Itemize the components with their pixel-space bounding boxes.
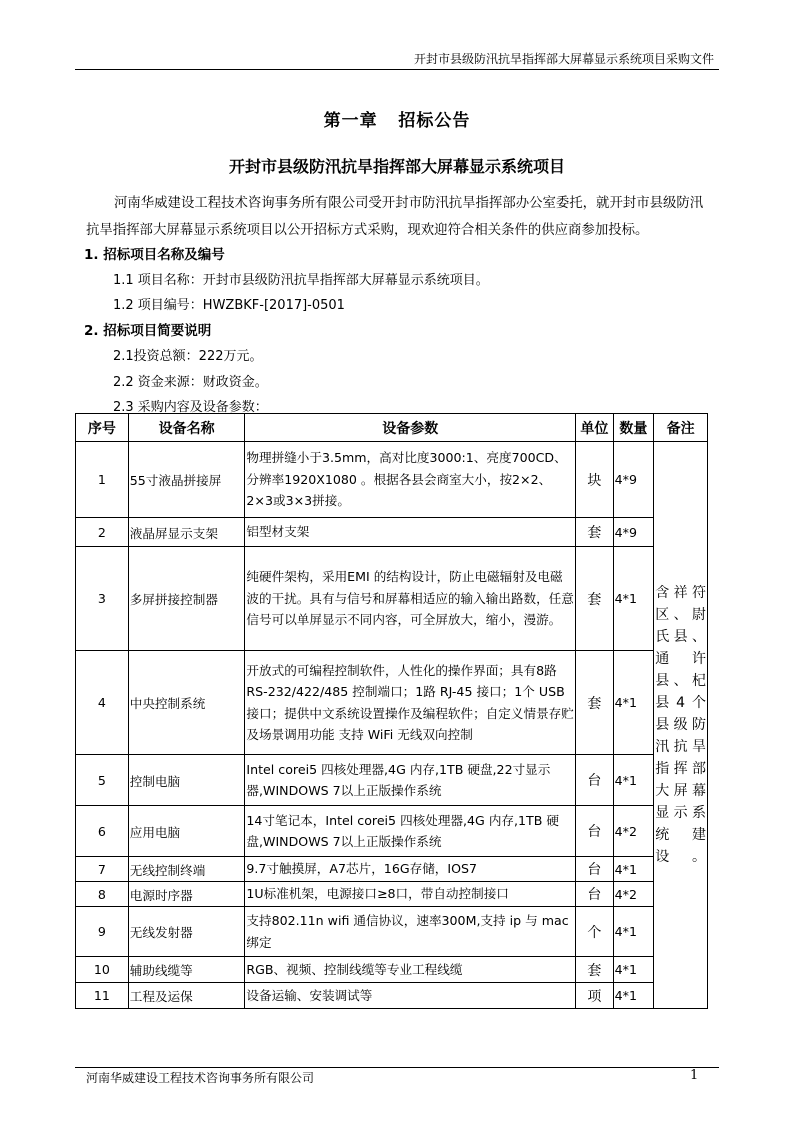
- cell-params: 9.7寸触摸屏，A7芯片，16G存储，IOS7: [245, 857, 576, 882]
- cell-name: 55寸液晶拼接屏: [128, 442, 245, 518]
- cell-no: 8: [76, 882, 129, 907]
- cell-params: 设备运输、安装调试等: [245, 983, 576, 1009]
- cell-qty: 4*1: [613, 857, 654, 882]
- cell-no: 6: [76, 806, 129, 857]
- cell-qty: 4*2: [613, 882, 654, 907]
- section-2-item-1: 2.1投资总额：222万元。: [113, 349, 263, 364]
- cell-params: 支持802.11n wifi 通信协议，速率300M,支持 ip 与 mac绑定: [245, 907, 576, 957]
- header-no: 序号: [76, 414, 129, 442]
- section-2-item-2: 2.2 资金来源：财政资金。: [113, 375, 268, 390]
- cell-qty: 4*9: [613, 518, 654, 547]
- cell-unit: 台: [576, 857, 614, 882]
- cell-name: 液晶屏显示支架: [128, 518, 245, 547]
- cell-name: 应用电脑: [128, 806, 245, 857]
- cell-qty: 4*1: [613, 957, 654, 983]
- table-row: [76, 651, 708, 755]
- cell-params: 1U标准机架，电源接口≥8口，带自动控制接口: [245, 882, 576, 907]
- cell-no: 1: [76, 442, 129, 518]
- cell-qty: 4*1: [613, 547, 654, 651]
- cell-no: 10: [76, 957, 129, 983]
- cell-params: Intel corei5 四核处理器,4G 内存,1TB 硬盘,22寸显示器,WINDOWS 7以上正版操作系统: [245, 755, 576, 806]
- table-header-row: [76, 414, 708, 442]
- table-row: [76, 518, 708, 547]
- cell-params: 14寸笔记本，Intel corei5 四核处理器,4G 内存,1TB 硬盘,WINDOWS 7以上正版操作系统: [245, 806, 576, 857]
- cell-no: 7: [76, 857, 129, 882]
- cell-qty: 4*1: [613, 755, 654, 806]
- section-1-item-2: 1.2 项目编号：HWZBKF-[2017]-0501: [113, 298, 345, 313]
- cell-qty: 4*1: [613, 651, 654, 755]
- cell-name: 中央控制系统: [128, 651, 245, 755]
- cell-unit: 台: [576, 806, 614, 857]
- cell-params: 开放式的可编程控制软件，人性化的操作界面；具有8路 RS-232/422/485 控制端口；1路 RJ-45 接口；1个 USB 接口；提供中文系统设置操作及编程软件；自定义情景存贮及场景调用功能 支持 WiFi 无线双向控制: [245, 651, 576, 755]
- cell-unit: 块: [576, 442, 614, 518]
- running-header: 开封市县级防汛抗旱指挥部大屏幕显示系统项目采购文件: [413, 52, 714, 66]
- cell-params: 纯硬件架构，采用EMI 的结构设计，防止电磁辐射及电磁波的干扰。具有与信号和屏幕相适应的输入输出路数，任意信号可以单屏显示不同内容，可全屏放大，缩小，漫游。: [245, 547, 576, 651]
- cell-params: 铝型材支架: [245, 518, 576, 547]
- section-2-heading: 2. 招标项目简要说明: [84, 323, 212, 339]
- footer-rule: [75, 1067, 719, 1068]
- cell-unit: 套: [576, 518, 614, 547]
- header-qty: 数量: [613, 414, 654, 442]
- table-row: [76, 442, 708, 518]
- cell-qty: 4*2: [613, 806, 654, 857]
- intro-paragraph: 河南华威建设工程技术咨询事务所有限公司受开封市防汛抗旱指挥部办公室委托，就开封市县级防汛抗旱指挥部大屏幕显示系统项目以公开招标方式采购，现欢迎符合相关条件的供应商参加投标。: [86, 196, 704, 238]
- project-title: 开封市县级防汛抗旱指挥部大屏幕显示系统项目: [228, 157, 565, 176]
- page-number: 1: [690, 1068, 699, 1083]
- cell-unit: 台: [576, 882, 614, 907]
- header-name: 设备名称: [128, 414, 245, 442]
- table-row: [76, 983, 708, 1009]
- cell-name: 工程及运保: [128, 983, 245, 1009]
- cell-unit: 个: [576, 907, 614, 957]
- cell-name: 无线发射器: [128, 907, 245, 957]
- header-unit: 单位: [576, 414, 614, 442]
- cell-unit: 套: [576, 957, 614, 983]
- section-1-item-1: 1.1 项目名称：开封市县级防汛抗旱指挥部大屏幕显示系统项目。: [113, 273, 489, 288]
- table-row: [76, 857, 708, 882]
- table-row: [76, 755, 708, 806]
- cell-qty: 4*1: [613, 983, 654, 1009]
- equipment-table: [75, 413, 708, 1009]
- header-rule: [75, 69, 719, 70]
- cell-qty: 4*1: [613, 907, 654, 957]
- cell-no: 2: [76, 518, 129, 547]
- section-1-heading: 1. 招标项目名称及编号: [84, 247, 225, 263]
- chapter-title: 第一章 招标公告: [323, 111, 471, 131]
- table-row: [76, 957, 708, 983]
- table-row: [76, 907, 708, 957]
- cell-no: 9: [76, 907, 129, 957]
- remark-cell: 含祥符区、尉氏县、通许县、杞县4个县级防汛抗旱指挥部大屏幕显示系统建设。: [654, 442, 708, 1009]
- cell-no: 5: [76, 755, 129, 806]
- table-row: [76, 806, 708, 857]
- cell-params: 物理拼缝小于3.5mm，高对比度3000:1、亮度700CD、分辨率1920X1080 。根据各县会商室大小，按2×2、2×3或3×3拼接。: [245, 442, 576, 518]
- table-row: [76, 882, 708, 907]
- cell-qty: 4*9: [613, 442, 654, 518]
- cell-unit: 台: [576, 755, 614, 806]
- cell-params: RGB、视频、控制线缆等专业工程线缆: [245, 957, 576, 983]
- cell-no: 3: [76, 547, 129, 651]
- cell-no: 4: [76, 651, 129, 755]
- cell-no: 11: [76, 983, 129, 1009]
- header-remark: 备注: [654, 414, 708, 442]
- cell-name: 多屏拼接控制器: [128, 547, 245, 651]
- footer-company: 河南华威建设工程技术咨询事务所有限公司: [86, 1071, 315, 1085]
- cell-name: 控制电脑: [128, 755, 245, 806]
- header-params: 设备参数: [245, 414, 576, 442]
- table-row: [76, 547, 708, 651]
- cell-name: 电源时序器: [128, 882, 245, 907]
- cell-name: 辅助线缆等: [128, 957, 245, 983]
- cell-name: 无线控制终端: [128, 857, 245, 882]
- section-2-item-3: 2.3 采购内容及设备参数：: [113, 400, 268, 415]
- cell-unit: 套: [576, 651, 614, 755]
- cell-unit: 套: [576, 547, 614, 651]
- cell-unit: 项: [576, 983, 614, 1009]
